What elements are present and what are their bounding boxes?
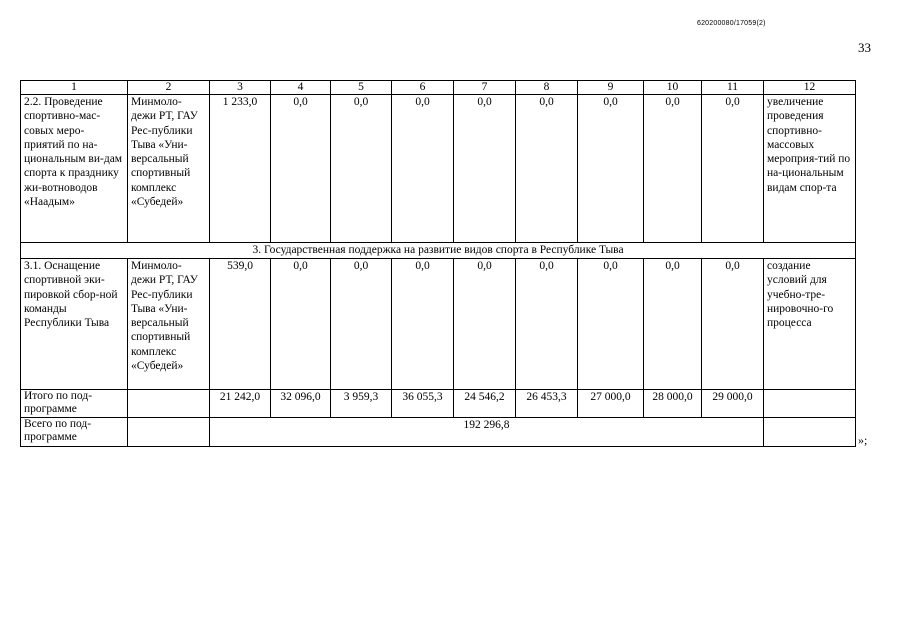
activity-name-cell: 2.2. Проведение спортивно-мас-совых меро-приятий по на-циональным ви-дам спорта к празднику жи-вотноводов «Наадым» [21,95,128,243]
result-cell: увеличение проведения спортивно-массовых мероприя-тий по на-циональным видам спор-та [764,95,856,243]
value-cell: 0,0 [271,95,331,243]
column-header: 9 [578,81,644,95]
table-row [21,95,856,243]
page-number: 33 [858,40,871,55]
value-cell: 0,0 [644,259,702,390]
subtotal-value: 28 000,0 [644,390,702,418]
column-header: 6 [392,81,454,95]
column-header: 11 [702,81,764,95]
column-header: 8 [516,81,578,95]
budget-table [20,80,856,447]
subtotal-value: 29 000,0 [702,390,764,418]
section-row [21,243,856,259]
subtotal-value: 24 546,2 [454,390,516,418]
empty-cell [764,418,856,447]
value-cell: 0,0 [454,259,516,390]
subtotal-value: 26 453,3 [516,390,578,418]
column-header: 1 [21,81,128,95]
column-header: 2 [128,81,210,95]
subtotal-label: Итого по под-программе [21,390,128,418]
column-header: 3 [210,81,271,95]
empty-cell [128,390,210,418]
grand-total-label: Всего по под-программе [21,418,128,447]
grand-total-row [21,418,856,447]
value-cell: 1 233,0 [210,95,271,243]
value-cell: 0,0 [644,95,702,243]
subtotal-value: 27 000,0 [578,390,644,418]
closing-quote-mark: »; [858,433,868,447]
table-row [21,259,856,390]
value-cell: 539,0 [210,259,271,390]
subtotal-value: 32 096,0 [271,390,331,418]
value-cell: 0,0 [702,95,764,243]
value-cell: 0,0 [392,95,454,243]
section-title: 3. Государственная поддержка на развитие видов спорта в Республике Тыва [21,243,856,259]
activity-name-cell: 3.1. Оснащение спортивной эки-пировкой сбор-ной команды Республики Тыва [21,259,128,390]
grand-total-value: 192 296,8 [210,418,764,447]
value-cell: 0,0 [454,95,516,243]
document-id: 620200080/17059(2) [697,20,766,27]
column-header: 10 [644,81,702,95]
subtotal-value: 3 959,3 [331,390,392,418]
value-cell: 0,0 [331,259,392,390]
column-number-row [21,81,856,95]
value-cell: 0,0 [578,95,644,243]
value-cell: 0,0 [331,95,392,243]
organization-cell: Минмоло-дежи РТ, ГАУ Рес-публики Тыва «Уни-версальный спортивный комплекс «Субедей» [128,95,210,243]
subtotal-row [21,390,856,418]
subtotal-value: 21 242,0 [210,390,271,418]
value-cell: 0,0 [702,259,764,390]
value-cell: 0,0 [271,259,331,390]
value-cell: 0,0 [392,259,454,390]
empty-cell [764,390,856,418]
value-cell: 0,0 [516,95,578,243]
column-header: 4 [271,81,331,95]
subtotal-value: 36 055,3 [392,390,454,418]
value-cell: 0,0 [516,259,578,390]
column-header: 12 [764,81,856,95]
value-cell: 0,0 [578,259,644,390]
column-header: 7 [454,81,516,95]
organization-cell: Минмоло-дежи РТ, ГАУ Рес-публики Тыва «Уни-версальный спортивный комплекс «Субедей» [128,259,210,390]
column-header: 5 [331,81,392,95]
result-cell: создание условий для учебно-тре-нировочно-го процесса [764,259,856,390]
empty-cell [128,418,210,447]
